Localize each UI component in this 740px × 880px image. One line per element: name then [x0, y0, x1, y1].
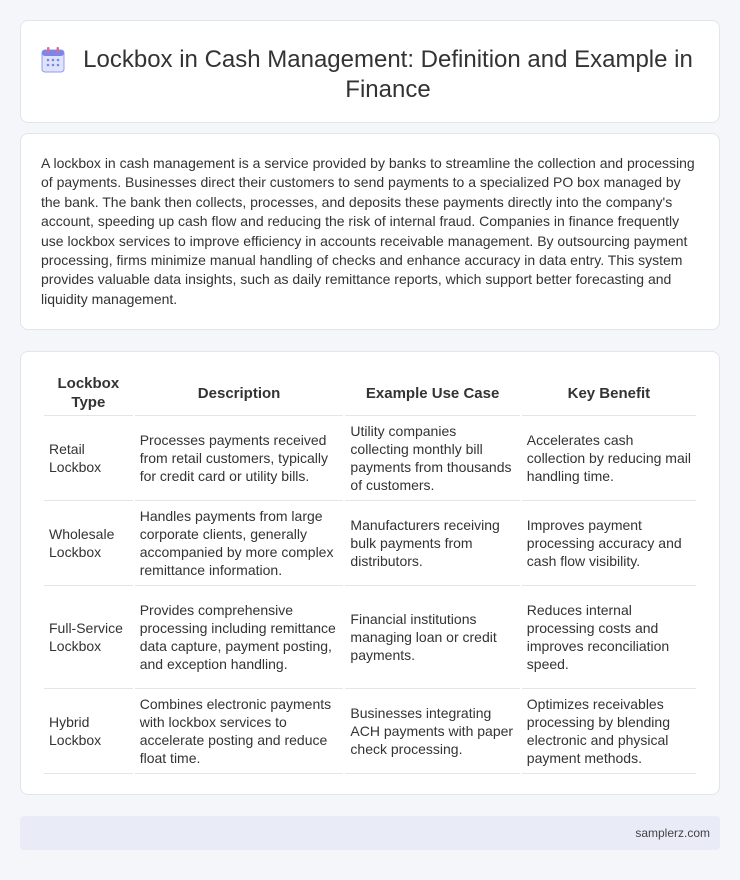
table-row: [44, 416, 696, 501]
cell-example: Businesses integrating ACH payments with paper check processing.: [345, 689, 519, 774]
title-card: [20, 20, 720, 123]
cell-type: Wholesale Lockbox: [44, 501, 133, 586]
cell-type: Hybrid Lockbox: [44, 689, 133, 774]
calendar-icon: [41, 47, 65, 73]
cell-description: Combines electronic payments with lockbox services to accelerate posting and reduce float time.: [135, 689, 344, 774]
cell-type: Retail Lockbox: [44, 416, 133, 501]
cell-type: Full-Service Lockbox: [44, 586, 133, 689]
footer: [20, 816, 720, 850]
description-card: [20, 133, 720, 330]
page-title: Lockbox in Cash Management: Definition and Example in Finance: [83, 46, 693, 103]
table-row: [44, 501, 696, 586]
cell-example: Financial institutions managing loan or credit payments.: [345, 586, 519, 689]
description-text: A lockbox in cash management is a service provided by banks to streamline the collection and processing of payments. Businesses direct their customers to send payments to a specialized PO box managed by the bank. The bank then collects, processes, and deposits these payments directly into the company's account, speeding up cash flow and reducing the risk of internal fraud. Companies in finance frequently use lockbox services to improve efficiency in accounts receivable management. By outsourcing payment processing, firms minimize manual handling of checks and enhance accuracy in data entry. This system provides valuable data insights, such as daily remittance reports, which support better forecasting and liquidity management.: [41, 155, 695, 307]
table-row: [44, 586, 696, 689]
cell-example: Utility companies collecting monthly bill payments from thousands of customers.: [345, 416, 519, 501]
table-row: [44, 689, 696, 774]
cell-benefit: Improves payment processing accuracy and cash flow visibility.: [522, 501, 696, 586]
cell-benefit: Accelerates cash collection by reducing mail handling time.: [522, 416, 696, 501]
header-key-benefit: Key Benefit: [522, 372, 696, 416]
header-lockbox-type: Lockbox Type: [44, 372, 133, 416]
footer-site-link[interactable]: samplerz.com: [635, 826, 710, 840]
cell-example: Manufacturers receiving bulk payments from distributors.: [345, 501, 519, 586]
cell-description: Provides comprehensive processing including remittance data capture, payment posting, and exception handling.: [135, 586, 344, 689]
cell-benefit: Reduces internal processing costs and improves reconciliation speed.: [522, 586, 696, 689]
cell-description: Handles payments from large corporate clients, generally accompanied by more complex remittance information.: [135, 501, 344, 586]
lockbox-table: [42, 372, 698, 774]
title-wrap: [21, 21, 719, 105]
table-header-row: [44, 372, 696, 416]
cell-benefit: Optimizes receivables processing by blending electronic and physical payment methods.: [522, 689, 696, 774]
table-card: [20, 351, 720, 795]
cell-description: Processes payments received from retail customers, typically for credit card or utility bills.: [135, 416, 344, 501]
header-example-use-case: Example Use Case: [345, 372, 519, 416]
header-description: Description: [135, 372, 344, 416]
